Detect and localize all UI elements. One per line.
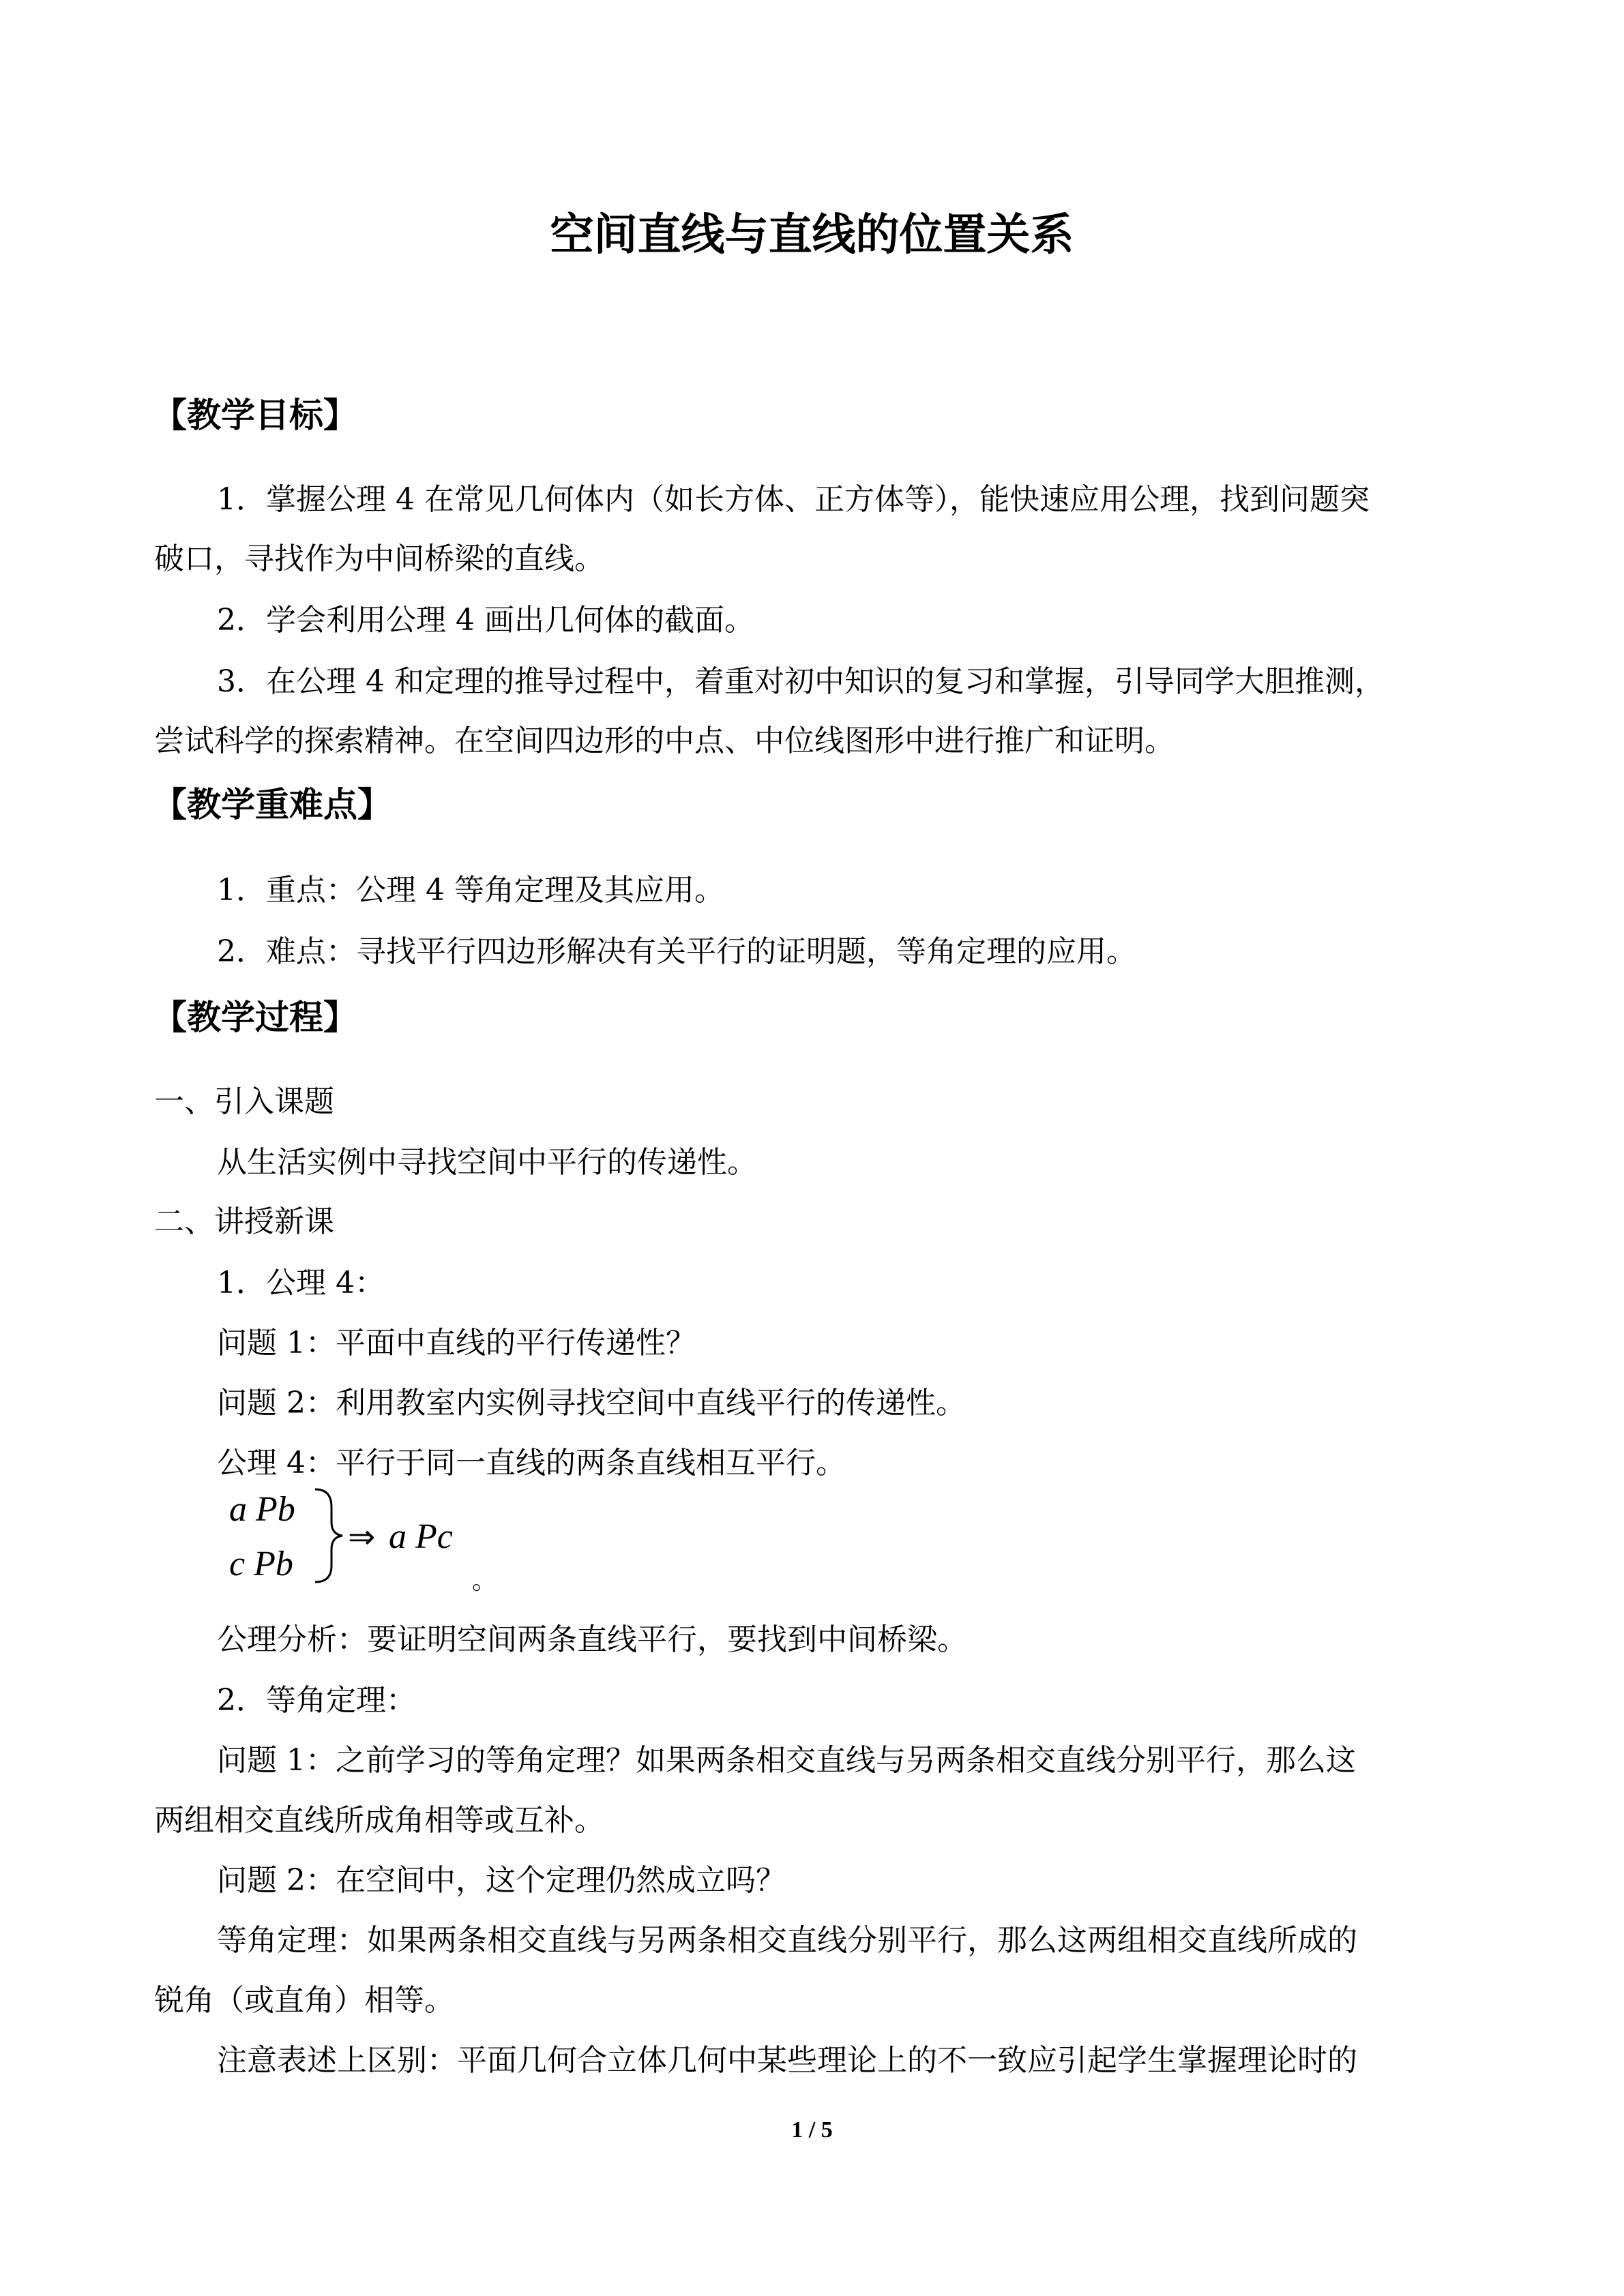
key-point-line: 1．重点：公理 4 等角定理及其应用。 <box>217 873 724 908</box>
formula-period: 。 <box>472 1567 497 1595</box>
process-line: 注意表述上区别：平面几何合立体几何中某些理论上的不一致应引起学生掌握理论时的 <box>217 2043 1357 2078</box>
page-number: 1 / 5 <box>791 2117 833 2143</box>
process-line: 锐角（或直角）相等。 <box>154 1983 454 2018</box>
process-line: 问题 1：之前学习的等角定理？如果两条相交直线与另两条相交直线分别平行，那么这 <box>217 1743 1356 1778</box>
section-heading-objectives: 【教学目标】 <box>153 396 357 435</box>
process-line: 1．公理 4： <box>217 1266 385 1300</box>
formula-svg <box>222 1480 509 1596</box>
process-line: 问题 1：平面中直线的平行传递性？ <box>217 1326 696 1360</box>
right-brace-icon <box>315 1489 342 1582</box>
process-line: 从生活实例中寻找空间中平行的传递性。 <box>217 1145 757 1180</box>
process-subheading: 二、讲授新课 <box>154 1204 334 1239</box>
process-line: 两组相交直线所成角相等或互补。 <box>154 1803 604 1838</box>
process-line: 问题 2：在空间中，这个定理仍然成立吗？ <box>217 1863 786 1898</box>
implies-arrow: ⇒ <box>348 1518 376 1556</box>
page-title: 空间直线与直线的位置关系 <box>550 210 1074 260</box>
key-point-line: 2．难点：寻找平行四边形解决有关平行的证明题，等角定理的应用。 <box>217 934 1136 969</box>
section-heading-key-points: 【教学重难点】 <box>153 785 392 824</box>
section-heading-process: 【教学过程】 <box>153 998 357 1037</box>
process-line: 公理分析：要证明空间两条直线平行，要找到中间桥梁。 <box>217 1622 967 1657</box>
process-line: 问题 2：利用教室内实例寻找空间中直线平行的传递性。 <box>217 1386 966 1420</box>
formula-line2: c Pb <box>229 1545 293 1583</box>
objective-line: 尝试科学的探索精神。在空间四边形的中点、中位线图形中进行推广和证明。 <box>154 724 1175 758</box>
objective-line: 3．在公理 4 和定理的推导过程中，着重对初中知识的复习和掌握，引导同学大胆推测， <box>217 664 1385 699</box>
axiom4-formula <box>222 1480 509 1596</box>
process-subheading: 一、引入课题 <box>154 1084 334 1119</box>
objective-line: 破口，寻找作为中间桥梁的直线。 <box>154 541 604 576</box>
formula-result: a Pc <box>389 1517 453 1556</box>
objective-line: 1．掌握公理 4 在常见几何体内（如长方体、正方体等），能快速应用公理，找到问题突 <box>217 482 1370 517</box>
objective-line: 2．学会利用公理 4 画出几何体的截面。 <box>217 603 754 638</box>
process-line: 公理 4：平行于同一直线的两条直线相互平行。 <box>217 1446 846 1480</box>
process-line: 2．等角定理： <box>217 1683 416 1718</box>
formula-line1: a Pb <box>229 1490 295 1529</box>
process-line: 等角定理：如果两条相交直线与另两条相交直线分别平行，那么这两组相交直线所成的 <box>217 1923 1357 1958</box>
